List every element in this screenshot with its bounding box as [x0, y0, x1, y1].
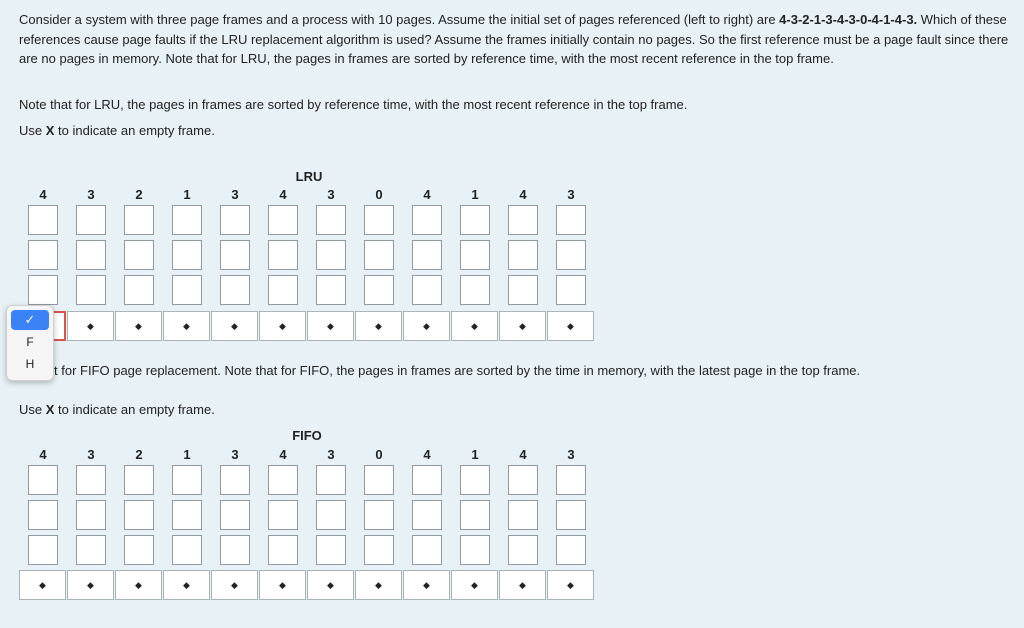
lru-fault-select[interactable] — [547, 311, 594, 341]
hint-suffix: to indicate an empty frame. — [54, 402, 215, 417]
lru-frame-input[interactable] — [316, 240, 346, 270]
fifo-fault-select[interactable] — [355, 570, 402, 600]
lru-frame-input[interactable] — [556, 275, 586, 305]
fifo-fault-select[interactable] — [67, 570, 114, 600]
lru-frame-input[interactable] — [124, 205, 154, 235]
fifo-title: FIFO — [292, 428, 322, 443]
fault-dropdown-menu — [6, 305, 54, 381]
chevron-updown-icon: ◆ — [519, 320, 526, 331]
chevron-updown-icon: ◆ — [231, 579, 238, 590]
lru-frame-input[interactable] — [172, 205, 202, 235]
fifo-fault-select[interactable] — [19, 570, 66, 600]
chevron-updown-icon: ◆ — [375, 579, 382, 590]
fifo-reference-1: 3 — [87, 447, 95, 462]
chevron-updown-icon: ◆ — [471, 320, 478, 331]
lru-frame-input[interactable] — [268, 275, 298, 305]
fifo-frame-input[interactable] — [364, 465, 394, 495]
lru-frame-input[interactable] — [220, 205, 250, 235]
fifo-reference-11: 3 — [567, 447, 575, 462]
fifo-fault-select[interactable] — [499, 570, 546, 600]
reference-sequence: 4-3-2-1-3-4-3-0-4-1-4-3. — [779, 12, 918, 27]
fifo-frame-input[interactable] — [76, 500, 106, 530]
fifo-empty-hint — [19, 400, 1014, 420]
lru-reference-6: 3 — [327, 187, 335, 202]
fifo-frame-input[interactable] — [460, 535, 490, 565]
fifo-frame-input[interactable] — [76, 465, 106, 495]
lru-frame-input[interactable] — [124, 275, 154, 305]
chevron-updown-icon: ◆ — [183, 320, 190, 331]
fifo-reference-10: 4 — [519, 447, 527, 462]
lru-frame-input[interactable] — [220, 275, 250, 305]
fifo-frame-input[interactable] — [172, 535, 202, 565]
lru-frame-input[interactable] — [124, 240, 154, 270]
hint-suffix: to indicate an empty frame. — [54, 123, 215, 138]
lru-frame-input[interactable] — [316, 275, 346, 305]
fifo-note: t for FIFO page replacement. Note that for FIFO, the pages in frames are sorted by the time in memory, with the latest page in the top frame. — [54, 363, 861, 378]
hint-x: X — [45, 123, 55, 138]
fifo-frame-input[interactable] — [268, 465, 298, 495]
chevron-updown-icon: ◆ — [567, 320, 574, 331]
fifo-frame-input[interactable] — [220, 535, 250, 565]
hint-x: X — [45, 402, 55, 417]
fifo-frame-input[interactable] — [220, 465, 250, 495]
fifo-frame-input[interactable] — [28, 500, 58, 530]
fifo-frame-input[interactable] — [124, 500, 154, 530]
lru-frame-input[interactable] — [412, 275, 442, 305]
chevron-updown-icon: ◆ — [183, 579, 190, 590]
fifo-frame-input[interactable] — [124, 535, 154, 565]
fifo-frame-input[interactable] — [124, 465, 154, 495]
hint-prefix: Use — [19, 123, 46, 138]
fifo-frame-input[interactable] — [556, 465, 586, 495]
fifo-fault-select[interactable] — [259, 570, 306, 600]
chevron-updown-icon: ◆ — [279, 320, 286, 331]
lru-note: Note that for LRU, the pages in frames are sorted by reference time, with the most recent reference in the top frame. — [19, 97, 688, 112]
lru-fault-select[interactable] — [259, 311, 306, 341]
chevron-updown-icon: ◆ — [87, 320, 94, 331]
option-label: F — [26, 335, 34, 349]
lru-reference-10: 4 — [519, 187, 527, 202]
fifo-frame-input[interactable] — [364, 535, 394, 565]
lru-reference-5: 4 — [279, 187, 287, 202]
lru-frame-input[interactable] — [556, 205, 586, 235]
fifo-fault-select[interactable] — [451, 570, 498, 600]
fifo-frame-input[interactable] — [556, 500, 586, 530]
lru-reference-11: 3 — [567, 187, 575, 202]
lru-frame-input[interactable] — [28, 275, 58, 305]
lru-empty-hint — [19, 121, 1014, 141]
fifo-frame-input[interactable] — [172, 465, 202, 495]
lru-frame-input[interactable] — [76, 240, 106, 270]
fifo-fault-select[interactable] — [163, 570, 210, 600]
lru-reference-1: 3 — [87, 187, 95, 202]
lru-frame-input[interactable] — [364, 240, 394, 270]
lru-frame-input[interactable] — [76, 205, 106, 235]
fifo-fault-select[interactable] — [211, 570, 258, 600]
lru-reference-3: 1 — [183, 187, 191, 202]
fifo-frame-input[interactable] — [412, 500, 442, 530]
fifo-frame-input[interactable] — [316, 535, 346, 565]
fifo-frame-input[interactable] — [460, 465, 490, 495]
dropdown-option-f[interactable] — [11, 332, 49, 352]
dropdown-option-checkmark[interactable] — [11, 310, 49, 330]
lru-frame-input[interactable] — [460, 275, 490, 305]
fifo-reference-5: 4 — [279, 447, 287, 462]
fifo-frame-input[interactable] — [508, 535, 538, 565]
lru-reference-0: 4 — [39, 187, 47, 202]
lru-frame-input[interactable] — [556, 240, 586, 270]
question-text — [19, 10, 1014, 69]
question-intro: Consider a system with three page frames and a process with 10 pages. Assume the initial set of pages referenced (left to right) are — [19, 12, 780, 27]
lru-reference-7: 0 — [375, 187, 383, 202]
lru-reference-9: 1 — [471, 187, 479, 202]
option-label: H — [25, 357, 35, 371]
chevron-updown-icon: ◆ — [567, 579, 574, 590]
lru-frame-input[interactable] — [76, 275, 106, 305]
fifo-frame-input[interactable] — [220, 500, 250, 530]
chevron-updown-icon: ◆ — [423, 579, 430, 590]
lru-frame-input[interactable] — [316, 205, 346, 235]
fifo-frame-input[interactable] — [508, 500, 538, 530]
chevron-updown-icon: ◆ — [87, 579, 94, 590]
question-intro-rest: Which of these references cause page faults if the LRU replacement algorithm is used? Assume the frames initially contain no pages. So the first reference must be a page fault since there are no pages in memory. Note that for LRU, the pages in frames are sorted by reference time, with the most recent reference in the top frame. — [19, 12, 1009, 66]
lru-frame-input[interactable] — [364, 275, 394, 305]
fifo-frame-input[interactable] — [316, 500, 346, 530]
fifo-fault-select[interactable] — [115, 570, 162, 600]
lru-fault-select[interactable] — [499, 311, 546, 341]
lru-frame-input[interactable] — [28, 240, 58, 270]
fifo-frame-input[interactable] — [556, 535, 586, 565]
chevron-updown-icon: ◆ — [135, 320, 142, 331]
lru-fault-select[interactable] — [115, 311, 162, 341]
lru-reference-2: 2 — [135, 187, 143, 202]
lru-frame-input[interactable] — [28, 205, 58, 235]
lru-fault-select[interactable] — [355, 311, 402, 341]
fifo-frame-input[interactable] — [76, 535, 106, 565]
lru-fault-select[interactable] — [67, 311, 114, 341]
lru-frame-input[interactable] — [460, 240, 490, 270]
fifo-frame-input[interactable] — [268, 535, 298, 565]
fifo-reference-6: 3 — [327, 447, 335, 462]
chevron-updown-icon: ◆ — [231, 320, 238, 331]
lru-frame-input[interactable] — [508, 240, 538, 270]
dropdown-option-h[interactable] — [11, 354, 49, 374]
lru-frame-input[interactable] — [268, 205, 298, 235]
lru-frame-input[interactable] — [412, 240, 442, 270]
chevron-updown-icon: ◆ — [375, 320, 382, 331]
fifo-frame-input[interactable] — [364, 500, 394, 530]
fifo-frame-input[interactable] — [508, 465, 538, 495]
lru-fault-select[interactable] — [403, 311, 450, 341]
fifo-frame-input[interactable] — [460, 500, 490, 530]
lru-fault-select[interactable] — [211, 311, 258, 341]
lru-fault-select[interactable] — [451, 311, 498, 341]
lru-reference-4: 3 — [231, 187, 239, 202]
chevron-updown-icon: ◆ — [471, 579, 478, 590]
fifo-fault-select[interactable] — [307, 570, 354, 600]
lru-reference-8: 4 — [423, 187, 431, 202]
chevron-updown-icon: ◆ — [423, 320, 430, 331]
lru-frame-input[interactable] — [364, 205, 394, 235]
fifo-reference-2: 2 — [135, 447, 143, 462]
fifo-frame-input[interactable] — [28, 535, 58, 565]
chevron-updown-icon: ◆ — [135, 579, 142, 590]
hint-prefix: Use — [19, 402, 46, 417]
fifo-reference-4: 3 — [231, 447, 239, 462]
fifo-frame-input[interactable] — [412, 465, 442, 495]
chevron-updown-icon: ◆ — [327, 320, 334, 331]
fifo-reference-0: 4 — [39, 447, 47, 462]
fifo-frame-input[interactable] — [316, 465, 346, 495]
lru-frame-input[interactable] — [508, 205, 538, 235]
lru-fault-select[interactable] — [163, 311, 210, 341]
chevron-updown-icon: ◆ — [39, 579, 46, 590]
fifo-reference-9: 1 — [471, 447, 479, 462]
fifo-reference-3: 1 — [183, 447, 191, 462]
fifo-frame-input[interactable] — [28, 465, 58, 495]
lru-frame-input[interactable] — [460, 205, 490, 235]
lru-frame-input[interactable] — [220, 240, 250, 270]
lru-frame-input[interactable] — [508, 275, 538, 305]
chevron-updown-icon: ◆ — [327, 579, 334, 590]
lru-frame-input[interactable] — [172, 240, 202, 270]
fifo-fault-select[interactable] — [403, 570, 450, 600]
lru-fault-select[interactable] — [307, 311, 354, 341]
lru-frame-input[interactable] — [412, 205, 442, 235]
fifo-fault-select[interactable] — [547, 570, 594, 600]
lru-title: LRU — [295, 169, 323, 184]
fifo-frame-input[interactable] — [172, 500, 202, 530]
checkmark-icon: ✓ — [24, 312, 36, 327]
fifo-frame-input[interactable] — [412, 535, 442, 565]
lru-frame-input[interactable] — [172, 275, 202, 305]
fifo-frame-input[interactable] — [268, 500, 298, 530]
fifo-reference-8: 4 — [423, 447, 431, 462]
chevron-updown-icon: ◆ — [279, 579, 286, 590]
fifo-reference-7: 0 — [375, 447, 383, 462]
chevron-updown-icon: ◆ — [519, 579, 526, 590]
lru-frame-input[interactable] — [268, 240, 298, 270]
